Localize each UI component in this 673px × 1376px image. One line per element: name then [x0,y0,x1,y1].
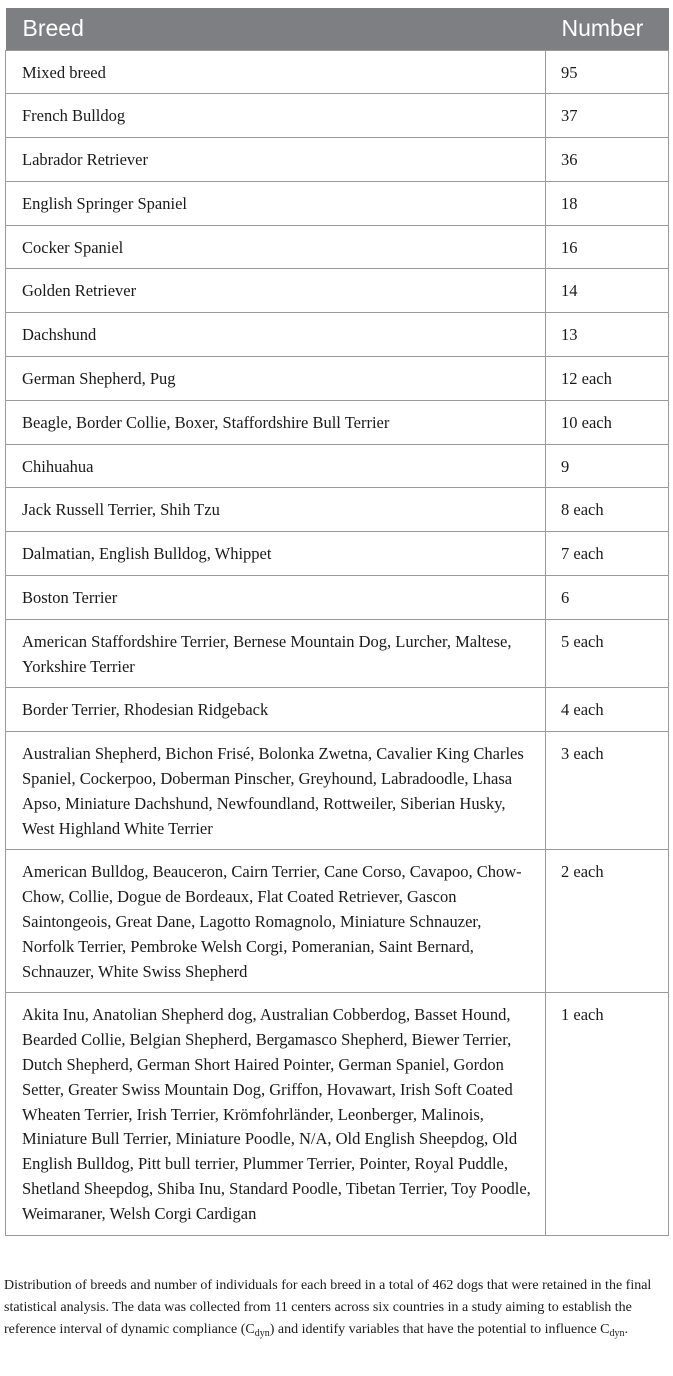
breed-cell: German Shepherd, Pug [6,357,546,401]
table-row [6,488,669,532]
breed-cell: Chihuahua [6,444,546,488]
table-row [6,850,669,993]
table-row [6,138,669,182]
number-cell: 10 each [546,400,669,444]
table-row [6,225,669,269]
caption-symbol-2-subscript: dyn [609,1328,625,1339]
breed-cell: Dalmatian, English Bulldog, Whippet [6,532,546,576]
number-cell: 5 each [546,619,669,688]
number-cell: 37 [546,94,669,138]
number-cell: 13 [546,313,669,357]
table-row [6,576,669,620]
table-row [6,50,669,94]
table-row [6,94,669,138]
header-number: Number [546,8,669,50]
breed-table [5,8,669,1236]
breed-cell: Cocker Spaniel [6,225,546,269]
breed-cell: Border Terrier, Rhodesian Ridgeback [6,688,546,732]
table-row [6,313,669,357]
caption-symbol-2: C [600,1322,610,1337]
table-caption [4,1275,668,1341]
caption-symbol: C [245,1322,255,1337]
table-row [6,444,669,488]
number-cell: 4 each [546,688,669,732]
table-row [6,732,669,850]
breed-cell: American Bulldog, Beauceron, Cairn Terrier, Cane Corso, Cavapoo, Chow-Chow, Collie, Dogue de Bordeaux, Flat Coated Retriever, Gascon Saintongeois, Great Dane, Lagotto Romagnolo, Miniature Schnauzer, Norfolk Terrier, Pembroke Welsh Corgi, Pomeranian, Saint Bernard, Schnauzer, White Swiss Shepherd [6,850,546,993]
number-cell: 95 [546,50,669,94]
number-cell: 1 each [546,993,669,1235]
breed-cell: Boston Terrier [6,576,546,620]
table-header-row [6,8,669,50]
caption-symbol-subscript: dyn [254,1328,270,1339]
table-row [6,181,669,225]
caption-text-mid: ) and identify variables that have the potential to influence [269,1322,601,1337]
table-row [6,619,669,688]
breed-cell: Jack Russell Terrier, Shih Tzu [6,488,546,532]
table-row [6,532,669,576]
number-cell: 2 each [546,850,669,993]
caption-text: Distribution of breeds and number of individuals for each breed in a total of 462 dogs that were retained in the final statistical analysis. The data was collected from 11 centers across six countries in a study aiming to establish the reference interval of dynamic compliance ( [4,1278,652,1337]
breed-cell: Akita Inu, Anatolian Shepherd dog, Australian Cobberdog, Basset Hound, Bearded Collie, Belgian Shepherd, Bergamasco Shepherd, Biewer Terrier, Dutch Shepherd, German Short Haired Pointer, German Spaniel, Gordon Setter, Greater Swiss Mountain Dog, Griffon, Hovawart, Irish Soft Coated Wheaten Terrier, Irish Terrier, Krömfohrländer, Leonberger, Malinois, Miniature Bull Terrier, Miniature Poodle, N/A, Old English Sheepdog, Old English Bulldog, Pitt bull terrier, Plummer Terrier, Pointer, Royal Puddle, Shetland Sheepdog, Shiba Inu, Standard Poodle, Tibetan Terrier, Toy Poodle, Weimaraner, Welsh Corgi Cardigan [6,993,546,1235]
breed-table-container [5,8,668,1236]
number-cell: 16 [546,225,669,269]
header-breed: Breed [6,8,546,50]
table-row [6,400,669,444]
number-cell: 12 each [546,357,669,401]
number-cell: 3 each [546,732,669,850]
breed-cell: Golden Retriever [6,269,546,313]
table-row [6,357,669,401]
number-cell: 7 each [546,532,669,576]
breed-cell: English Springer Spaniel [6,181,546,225]
breed-cell: Australian Shepherd, Bichon Frisé, Bolonka Zwetna, Cavalier King Charles Spaniel, Cockerpoo, Doberman Pinscher, Greyhound, Labradoodle, Lhasa Apso, Miniature Dachshund, Newfoundland, Rottweiler, Siberian Husky, West Highland White Terrier [6,732,546,850]
number-cell: 8 each [546,488,669,532]
breed-cell: French Bulldog [6,94,546,138]
number-cell: 14 [546,269,669,313]
number-cell: 6 [546,576,669,620]
table-row [6,269,669,313]
breed-cell: American Staffordshire Terrier, Bernese Mountain Dog, Lurcher, Maltese, Yorkshire Terrier [6,619,546,688]
number-cell: 9 [546,444,669,488]
number-cell: 18 [546,181,669,225]
table-row [6,993,669,1235]
breed-cell: Mixed breed [6,50,546,94]
breed-cell: Dachshund [6,313,546,357]
table-body [6,50,669,1235]
breed-cell: Labrador Retriever [6,138,546,182]
number-cell: 36 [546,138,669,182]
table-row [6,688,669,732]
breed-cell: Beagle, Border Collie, Boxer, Staffordshire Bull Terrier [6,400,546,444]
caption-text-end: . [624,1322,628,1337]
